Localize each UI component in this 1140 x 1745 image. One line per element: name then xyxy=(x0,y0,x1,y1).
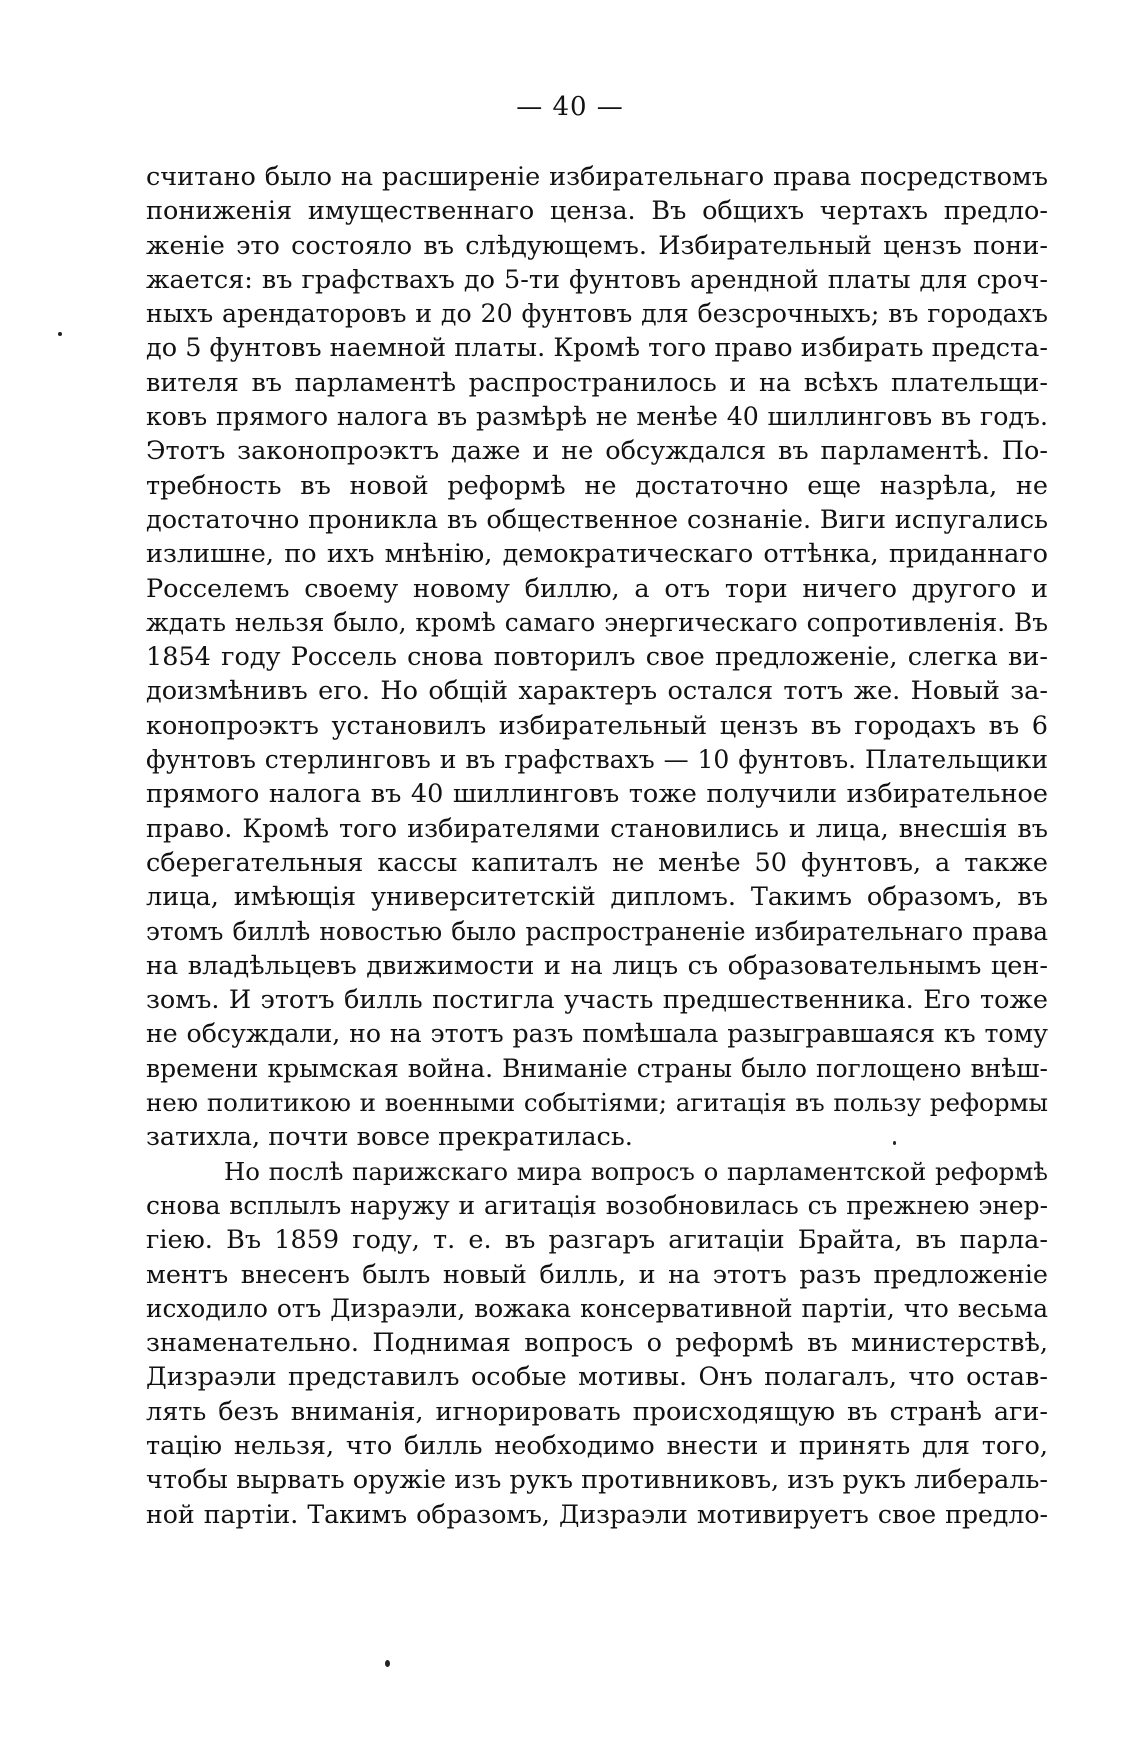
page-number: — 40 — xyxy=(516,92,624,122)
text-line: ныхъ арендаторовъ и до 20 фунтовъ для безсрочныхъ; въ городахъ xyxy=(146,299,1048,329)
text-line: Росселемъ своему новому биллю, а отъ тори ничего другого и xyxy=(146,573,1048,604)
text-line: нею политикою и военными событіями; агитація въ пользу реформы xyxy=(146,1088,1048,1118)
text-line: достаточно проникла въ общественное сознаніе. Виги испугались xyxy=(146,504,1048,535)
text-line: времени крымская война. Вниманіе страны было поглощено внѣш- xyxy=(146,1053,1048,1083)
scan-speck xyxy=(385,1660,390,1667)
text-line: 1854 году Россель снова повторилъ свое предложеніе, слегка ви- xyxy=(146,642,1048,673)
text-line: знаменательно. Поднимая вопросъ о реформѣ въ министерствѣ, xyxy=(146,1328,1048,1359)
text-line: пониженія имущественнаго ценза. Въ общихъ чертахъ предло- xyxy=(146,196,1048,227)
text-line: исходило отъ Дизраэли, вожака консервативной партіи, что весьма xyxy=(146,1293,1048,1323)
text-line: вителя въ парламентѣ распространилось и на всѣхъ плательщи- xyxy=(146,367,1048,398)
text-line: доизмѣнивъ его. Но общій характеръ остался тотъ же. Новый за- xyxy=(146,676,1048,707)
text-line: чтобы вырвать оружіе изъ рукъ противниковъ, изъ рукъ либераль- xyxy=(146,1465,1048,1496)
text-line: прямого налога въ 40 шиллинговъ тоже получили избирательное xyxy=(146,779,1048,810)
text-line: гіею. Въ 1859 году, т. е. въ разгаръ агитаціи Брайта, въ парла- xyxy=(146,1225,1048,1256)
text-line: тацію нельзя, что билль необходимо внести и принять для того, xyxy=(146,1430,1048,1461)
text-line: лица, имѣющія университетскій дипломъ. Такимъ образомъ, въ xyxy=(146,882,1048,913)
text-line: требность въ новой реформѣ не достаточно еще назрѣла, не xyxy=(146,470,1048,501)
paragraph-end-line: затихла, почти вовсе прекратилась. xyxy=(146,1122,633,1153)
text-line: ментъ внесенъ былъ новый билль, и на этотъ разъ предложеніе xyxy=(146,1259,1048,1290)
text-line: женіе это состояло въ слѣдующемъ. Избирательный цензъ пони- xyxy=(146,230,1048,261)
text-line: зомъ. И этотъ билль постигла участь предшественника. Его тоже xyxy=(146,985,1048,1016)
text-line: конопроэктъ установилъ избирательный цензъ въ городахъ въ 6 xyxy=(146,710,1048,741)
scan-speck xyxy=(58,332,62,336)
text-line: лять безъ вниманія, игнорировать происходящую въ странѣ аги- xyxy=(146,1396,1048,1427)
body-text xyxy=(146,160,1048,1532)
text-line: до 5 фунтовъ наемной платы. Кромѣ того право избирать предста- xyxy=(146,333,1048,364)
text-line: Дизраэли представилъ особые мотивы. Онъ полагалъ, что остав- xyxy=(146,1362,1048,1393)
text-line: этомъ биллѣ новостью было распространеніе избирательнаго права xyxy=(146,916,1048,946)
text-line: на владѣльцевъ движимости и на лицъ съ образовательнымъ цен- xyxy=(146,950,1048,981)
text-line: Этотъ законопроэктъ даже и не обсуждался въ парламентѣ. По- xyxy=(146,436,1048,467)
text-line: ждать нельзя было, кромѣ самаго энергическаго сопротивленія. Въ xyxy=(146,607,1048,637)
text-line: снова всплылъ наружу и агитація возобновилась съ прежнею энер- xyxy=(146,1190,1048,1220)
text-line: ковъ прямого налога въ размѣрѣ не менѣе 40 шиллинговъ въ годъ. xyxy=(146,402,1048,432)
text-line: жается: въ графствахъ до 5-ти фунтовъ арендной платы для сроч- xyxy=(146,264,1048,295)
paragraph-start-line: Но послѣ парижскаго мира вопросъ о парламентской реформѣ xyxy=(224,1156,1048,1186)
text-line: сберегательныя кассы капиталъ не менѣе 50 фунтовъ, а также xyxy=(146,847,1048,878)
text-line: не обсуждали, но на этотъ разъ помѣшала разыгравшаяся къ тому xyxy=(146,1019,1048,1049)
text-line: право. Кромѣ того избирателями становились и лица, внесшія въ xyxy=(146,813,1048,844)
text-line: излишне, по ихъ мнѣнію, демократическаго оттѣнка, приданнаго xyxy=(146,539,1048,570)
scan-speck xyxy=(893,1141,896,1145)
text-line: ной партіи. Такимъ образомъ, Дизраэли мотивируетъ свое предло- xyxy=(146,1499,1048,1529)
text-line: фунтовъ стерлинговъ и въ графствахъ — 10 фунтовъ. Плательщики xyxy=(146,745,1048,775)
text-line: считано было на расширеніе избирательнаго права посредствомъ xyxy=(146,162,1048,192)
